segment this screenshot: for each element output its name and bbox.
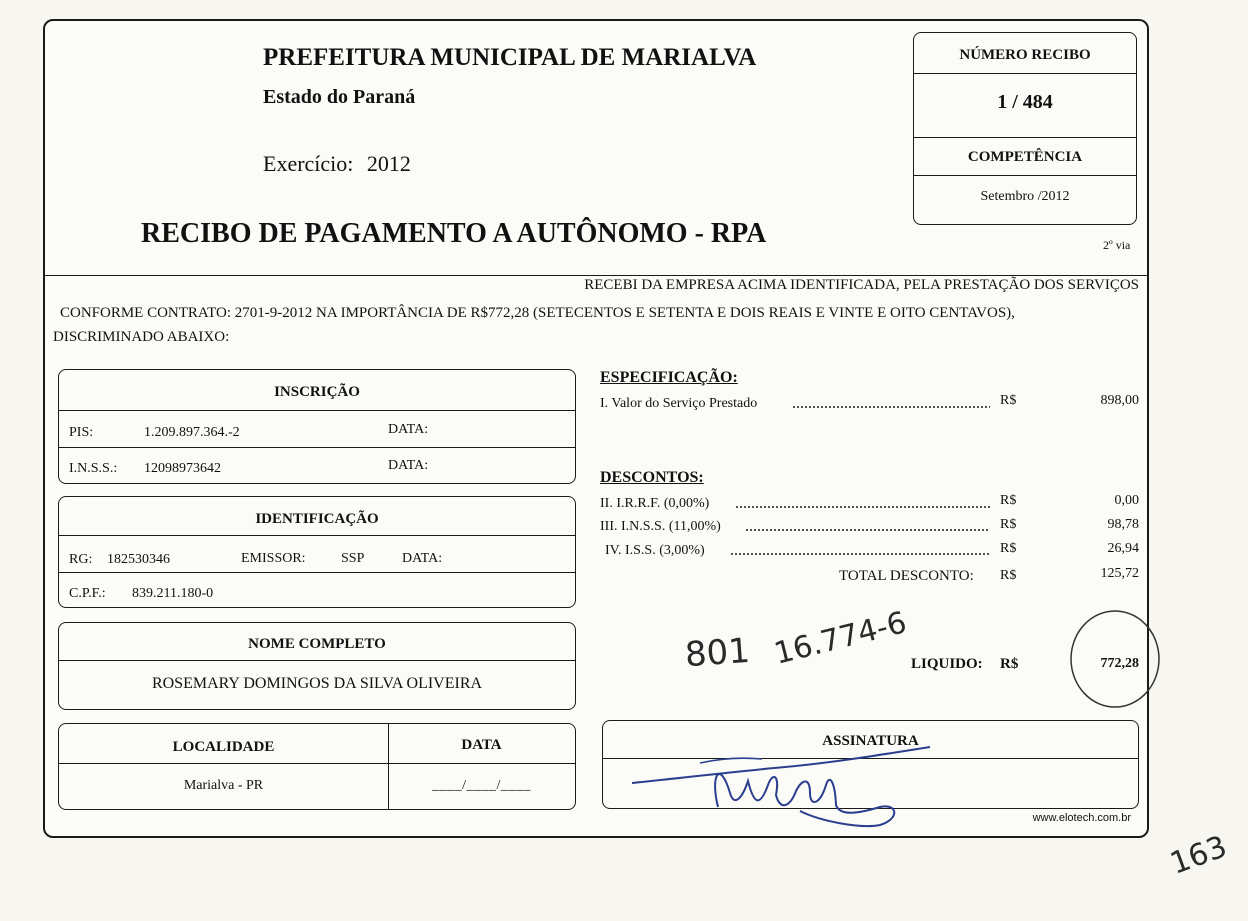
pis-date-label: DATA: [388,422,429,437]
pis-label: PIS: [69,425,94,440]
exercise-year: 2012 [366,151,411,176]
localidade-title: LOCALIDADE [172,739,275,755]
receipt-form [43,19,1149,838]
rg-label: RG: [69,552,93,567]
document-title: RECIBO DE PAGAMENTO A AUTÔNOMO - RPA [141,218,767,249]
handwritten-circle [1060,604,1170,714]
declaration-line-2: CONFORME CONTRATO: 2701-9-2012 NA IMPORTÂNCIA DE R$772,28 (SETECENTOS E SETENTA E DOIS REAIS E VINTE E OITO CENTAVOS), [60,305,1015,321]
exercise [263,151,411,177]
desconto-item-label: II. I.R.R.F. (0,00%) [600,496,710,511]
especificacao-item-label: I. Valor do Serviço Prestado [600,396,758,411]
inss-date-label: DATA: [388,458,429,473]
inscricao-title: INSCRIÇÃO [274,384,360,400]
handwritten-account: 16.774-6 [770,605,911,672]
handwritten-code: 801 [683,630,752,676]
liquido-currency: R$ [1000,656,1019,672]
leader-dots [735,499,990,509]
inscricao-box [58,369,576,484]
emissor-label: EMISSOR: [241,551,306,566]
identificacao-box [58,496,576,608]
receipt-number-value: 1 / 484 [997,91,1053,113]
localidade-box [58,723,576,810]
descontos-title: DESCONTOS: [600,469,704,486]
leader-dots [730,546,990,556]
exercise-label: Exercício: [263,151,354,176]
state-subtitle: Estado do Paraná [263,86,416,108]
municipality-title: PREFEITURA MUNICIPAL DE MARIALVA [263,44,757,71]
desconto-item-currency: R$ [1000,517,1017,532]
nome-completo-value: ROSEMARY DOMINGOS DA SILVA OLIVEIRA [151,675,483,692]
footer-website: www.elotech.com.br [1032,812,1131,824]
liquido-value: 772,28 [1100,656,1139,671]
receipt-number-label: NÚMERO RECIBO [959,47,1091,63]
desconto-item-currency: R$ [1000,541,1017,556]
emissor-value: SSP [341,551,365,566]
competence-label: COMPETÊNCIA [967,149,1083,165]
inss-value: 12098973642 [144,461,221,476]
declaration-line-3: DISCRIMINADO ABAIXO: [53,329,230,345]
especificacao-value: 898,00 [1100,393,1139,408]
desconto-item-currency: R$ [1000,493,1017,508]
pis-value: 1.209.897.364.-2 [144,425,240,440]
date-value: ____/____/____ [432,778,531,793]
declaration-line-1: RECEBI DA EMPRESA ACIMA IDENTIFICADA, PELA PRESTAÇÃO DOS SERVIÇOS [584,277,1139,293]
desconto-item-value: 98,78 [1107,517,1139,532]
total-desconto-value: 125,72 [1100,566,1139,581]
rg-value: 182530346 [107,552,170,567]
date-title: DATA [461,737,502,753]
receipt-number-box [913,32,1137,225]
desconto-item-label: IV. I.S.S. (3,00%) [605,543,705,558]
cpf-label: C.P.F.: [69,586,106,601]
localidade-value: Marialva - PR [183,778,264,793]
handwritten-page-number: 163 [1165,829,1232,882]
copy-indicator: 2º via [1103,238,1131,252]
especificacao-title: ESPECIFICAÇÃO: [600,369,738,386]
desconto-item-label: III. I.N.S.S. (11,00%) [600,519,721,534]
nome-completo-box [58,622,576,710]
leader-dots [745,522,990,532]
nome-completo-title: NOME COMPLETO [248,636,386,652]
liquido-label: LIQUIDO: [911,656,983,672]
leader-dots [792,399,990,409]
competence-value: Setembro /2012 [980,189,1070,204]
total-desconto-label: TOTAL DESCONTO: [839,568,974,584]
especificacao-currency: R$ [1000,393,1017,408]
signature-icon [630,745,950,835]
cpf-value: 839.211.180-0 [132,586,214,601]
inss-label: I.N.S.S.: [69,461,118,476]
desconto-item-value: 26,94 [1107,541,1139,556]
total-desconto-currency: R$ [1000,568,1017,583]
id-date-label: DATA: [402,551,443,566]
assinatura-title: ASSINATURA [822,733,919,749]
identificacao-title: IDENTIFICAÇÃO [255,511,379,527]
desconto-item-value: 0,00 [1114,493,1139,508]
